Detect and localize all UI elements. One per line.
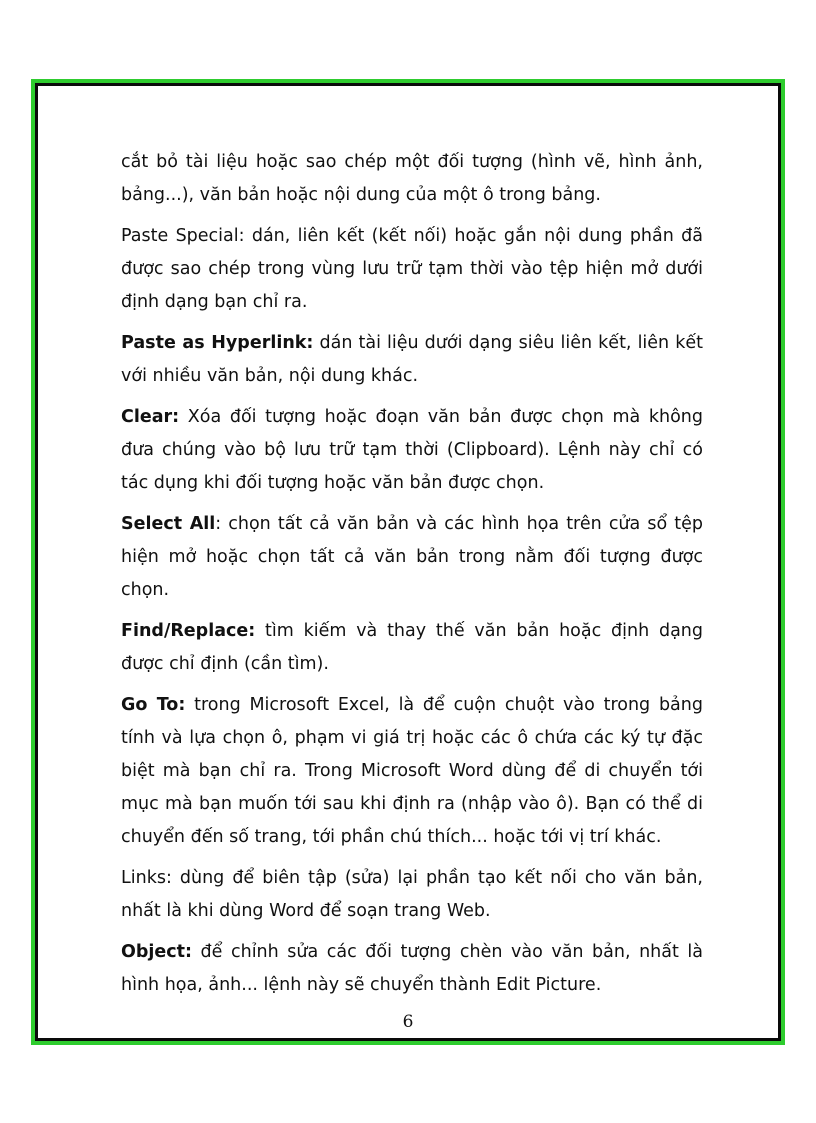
paragraph-text: cắt bỏ tài liệu hoặc sao chép một đối tượng (hình vẽ, hình ảnh, bảng...), văn bản hoặc nội dung của một ô trong bảng. xyxy=(121,152,703,205)
document-body xyxy=(121,146,703,1010)
paragraph-text: Paste Special: dán, liên kết (kết nối) hoặc gắn nội dung phần đã được sao chép trong vùng lưu trữ tạm thời vào tệp hiện mở dưới định dạng bạn chỉ ra. xyxy=(121,226,703,312)
paragraph-text: dán tài liệu dưới dạng siêu liên kết, liên kết với nhiều văn bản, nội dung khác. xyxy=(121,333,703,386)
paragraph-paste-special xyxy=(121,220,703,319)
paragraph-go-to xyxy=(121,689,703,854)
paragraph-term: Clear: xyxy=(121,407,180,427)
page-number: 6 xyxy=(402,1012,414,1032)
page-border-inner xyxy=(35,83,781,1041)
paragraph-term: Paste as Hyperlink: xyxy=(121,333,314,353)
paragraph-text: để chỉnh sửa các đối tượng chèn vào văn bản, nhất là hình họa, ảnh... lệnh này sẽ chuyển thành Edit Picture. xyxy=(121,942,703,995)
paragraph-text: Links: dùng để biên tập (sửa) lại phần tạo kết nối cho văn bản, nhất là khi dùng Word để soạn trang Web. xyxy=(121,868,703,921)
paragraph-select-all xyxy=(121,508,703,607)
paragraph-find-replace xyxy=(121,615,703,681)
paragraph-text: : chọn tất cả văn bản và các hình họa trên cửa sổ tệp hiện mở hoặc chọn tất cả văn bản trong nằm đối tượng được chọn. xyxy=(121,514,703,600)
paragraph-term: Object: xyxy=(121,942,193,962)
paragraph-term: Select All xyxy=(121,514,216,534)
page-border-outer xyxy=(31,79,785,1045)
paragraph-paste-as-hyperlink xyxy=(121,327,703,393)
paragraph-term: Go To: xyxy=(121,695,186,715)
paragraph-text: Xóa đối tượng hoặc đoạn văn bản được chọn mà không đưa chúng vào bộ lưu trữ tạm thời (Clipboard). Lệnh này chỉ có tác dụng khi đối tượng hoặc văn bản được chọn. xyxy=(121,407,703,493)
paragraph-cut-continuation xyxy=(121,146,703,212)
paragraph-text: trong Microsoft Excel, là để cuộn chuột vào trong bảng tính và lựa chọn ô, phạm vi giá trị hoặc các ô chứa các ký tự đặc biệt mà bạn chỉ ra. Trong Microsoft Word dùng để di chuyển tới mục mà bạn muốn tới sau khi định ra (nhập vào ô). Bạn có thể di chuyển đến số trang, tới phần chú thích... hoặc tới vị trí khác. xyxy=(121,695,703,847)
paragraph-text: tìm kiếm và thay thế văn bản hoặc định dạng được chỉ định (cần tìm). xyxy=(121,621,703,674)
paragraph-term: Find/Replace: xyxy=(121,621,256,641)
paragraph-clear xyxy=(121,401,703,500)
paragraph-links xyxy=(121,862,703,928)
paragraph-object xyxy=(121,936,703,1002)
